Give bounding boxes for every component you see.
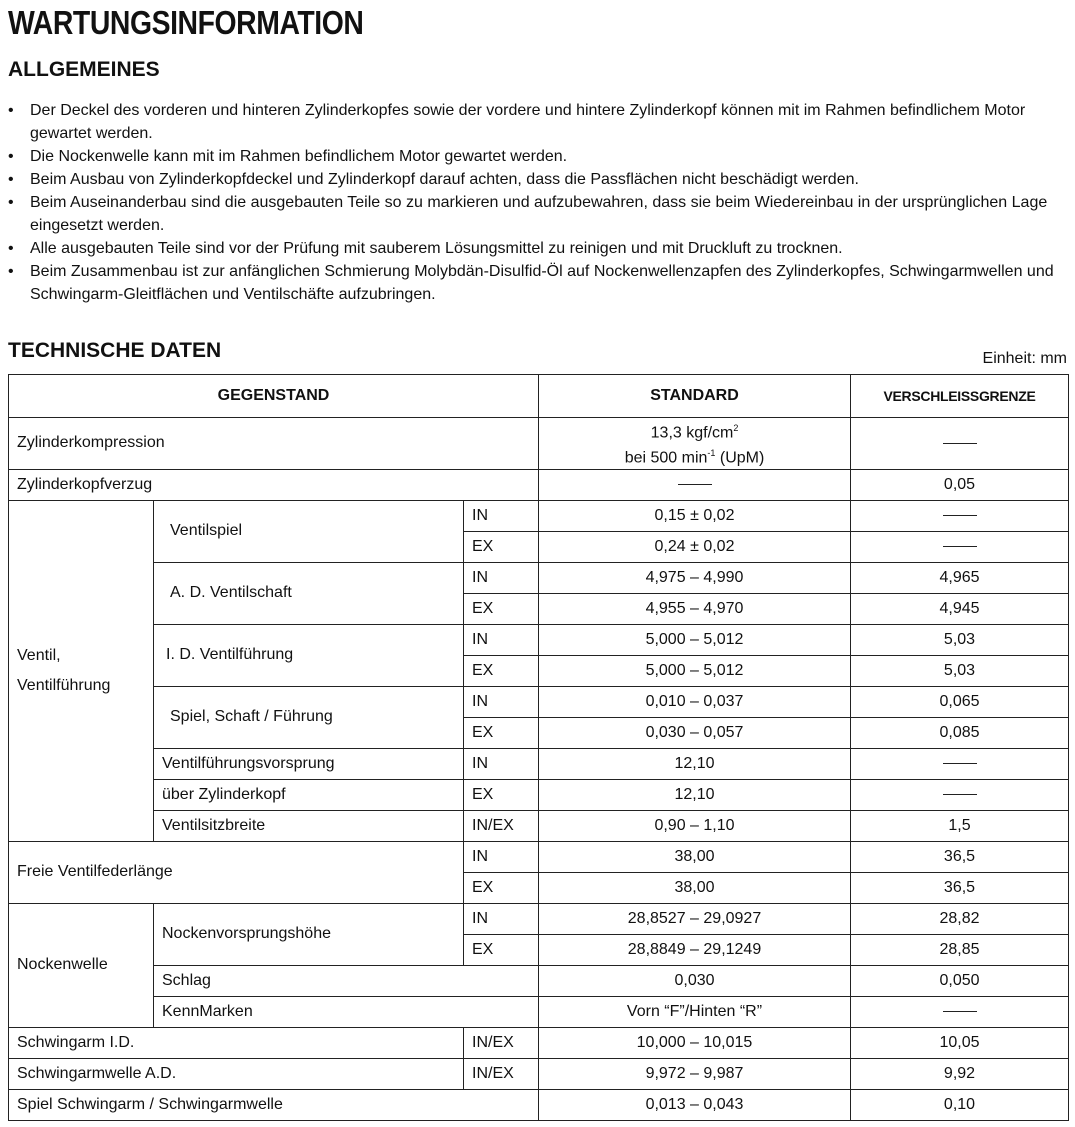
bullet-icon: • <box>8 171 14 188</box>
item-label: KennMarken <box>154 996 539 1027</box>
spec-table <box>8 374 1069 1121</box>
table-row <box>9 1089 1069 1120</box>
side-label: IN <box>464 500 539 531</box>
table-row <box>9 418 1069 470</box>
standard-value: 0,010 – 0,037 <box>539 686 851 717</box>
standard-value: 0,15 ± 0,02 <box>539 500 851 531</box>
side-label: IN <box>464 748 539 779</box>
dash-icon <box>943 1011 977 1012</box>
side-label: IN <box>464 624 539 655</box>
table-row <box>9 1027 1069 1058</box>
side-label: IN <box>464 903 539 934</box>
limit-value: 36,5 <box>851 872 1069 903</box>
item-label: Ventilspiel <box>154 500 464 562</box>
section-heading-general: ALLGEMEINES <box>8 58 160 81</box>
bullet-icon: • <box>8 194 14 211</box>
header-item: GEGENSTAND <box>9 375 539 418</box>
limit-value: 4,965 <box>851 562 1069 593</box>
bullet-text: Beim Ausbau von Zylinderkopfdeckel und Zylinderkopf darauf achten, dass die Passflächen nicht beschädigt werden. <box>30 171 859 188</box>
dash-icon <box>943 443 977 444</box>
table-row <box>9 686 1069 717</box>
dash-icon <box>943 794 977 795</box>
standard-value: 0,030 – 0,057 <box>539 717 851 748</box>
page-title: WARTUNGSINFORMATION <box>8 4 364 41</box>
group-label-camshaft: Nockenwelle <box>9 903 154 1027</box>
list-item <box>8 168 1070 191</box>
bullet-icon: • <box>8 240 14 257</box>
table-row <box>9 1058 1069 1089</box>
standard-value: 0,24 ± 0,02 <box>539 531 851 562</box>
side-label: EX <box>464 717 539 748</box>
table-row <box>9 469 1069 500</box>
side-label: EX <box>464 934 539 965</box>
limit-cell <box>851 531 1069 562</box>
dash-icon <box>943 515 977 516</box>
limit-value: 28,82 <box>851 903 1069 934</box>
standard-value-line2: bei 500 min <box>624 449 708 467</box>
standard-value: 5,000 – 5,012 <box>539 655 851 686</box>
side-label: EX <box>464 531 539 562</box>
item-label: Schlag <box>154 965 539 996</box>
limit-value: 4,945 <box>851 593 1069 624</box>
bullet-text: Beim Auseinanderbau sind die ausgebauten Teile so zu markieren und aufzubewahren, dass sie beim Wiedereinbau in der ursprünglichen Lage eingesetzt werden. <box>30 194 1048 234</box>
table-row <box>9 562 1069 593</box>
general-bullet-list <box>8 99 1070 306</box>
header-limit: VERSCHLEISSGRENZE <box>851 375 1069 418</box>
limit-cell <box>851 748 1069 779</box>
side-label: IN/EX <box>464 1058 539 1089</box>
side-label: IN/EX <box>464 1027 539 1058</box>
standard-value: 5,000 – 5,012 <box>539 624 851 655</box>
side-label: IN <box>464 562 539 593</box>
standard-value: Vorn “F”/Hinten “R” <box>539 996 851 1027</box>
side-label: IN/EX <box>464 810 539 841</box>
list-item <box>8 191 1070 237</box>
side-label: EX <box>464 872 539 903</box>
standard-value: 0,030 <box>539 965 851 996</box>
standard-value-line2-tail: (UpM) <box>715 449 765 467</box>
list-item <box>8 145 1070 168</box>
bullet-text: Alle ausgebauten Teile sind vor der Prüfung mit sauberem Lösungsmittel zu reinigen und mit Druckluft zu trocknen. <box>30 240 843 257</box>
table-row <box>9 841 1069 872</box>
table-row <box>9 748 1069 779</box>
limit-value: 5,03 <box>851 624 1069 655</box>
group-label-line2: Ventilführung <box>17 676 111 694</box>
side-label: EX <box>464 655 539 686</box>
superscript: 2 <box>733 423 739 433</box>
standard-value: 38,00 <box>539 841 851 872</box>
bullet-icon: • <box>8 102 14 119</box>
dash-icon <box>943 546 977 547</box>
item-label: Ventilsitzbreite <box>154 810 464 841</box>
limit-value: 0,085 <box>851 717 1069 748</box>
table-row <box>9 779 1069 810</box>
item-label: Freie Ventilfederlänge <box>9 841 464 903</box>
item-label: Spiel, Schaft / Führung <box>154 686 464 748</box>
table-row <box>9 965 1069 996</box>
item-label: Ventilführungsvorsprung <box>154 748 464 779</box>
table-row <box>9 810 1069 841</box>
limit-cell <box>851 779 1069 810</box>
bullet-icon: • <box>8 148 14 165</box>
standard-value: 4,975 – 4,990 <box>539 562 851 593</box>
table-row <box>9 996 1069 1027</box>
bullet-text: Der Deckel des vorderen und hinteren Zylinderkopfes sowie der vordere und hintere Zylinderkopf können mit im Rahmen befindlichem Motor gewartet werden. <box>30 102 1026 142</box>
list-item <box>8 237 1070 260</box>
item-label: A. D. Ventilschaft <box>154 562 464 624</box>
table-row <box>9 624 1069 655</box>
standard-value: 4,955 – 4,970 <box>539 593 851 624</box>
limit-cell <box>851 418 1069 470</box>
side-label: IN <box>464 841 539 872</box>
limit-value: 28,85 <box>851 934 1069 965</box>
limit-value: 0,05 <box>851 469 1069 500</box>
side-label: EX <box>464 779 539 810</box>
list-item <box>8 99 1070 145</box>
table-row <box>9 903 1069 934</box>
bullet-icon: • <box>8 263 14 280</box>
standard-value: 12,10 <box>539 748 851 779</box>
side-label: EX <box>464 593 539 624</box>
dash-icon <box>678 484 712 485</box>
limit-value: 36,5 <box>851 841 1069 872</box>
item-label: Zylinderkompression <box>9 418 539 470</box>
superscript: -1 <box>707 448 716 459</box>
dash-icon <box>943 763 977 764</box>
group-label-line1: Ventil, <box>17 646 61 664</box>
bullet-text: Beim Zusammenbau ist zur anfänglichen Schmierung Molybdän-Disulfid-Öl auf Nockenwellenzapfen des Zylinderkopfes, Schwingarmwellen und Schwingarm-Gleitflächen und Ventilschäfte aufzubringen. <box>30 263 1054 303</box>
limit-cell <box>851 996 1069 1027</box>
table-header-row <box>9 375 1069 418</box>
group-label-valve <box>9 500 154 841</box>
limit-value: 5,03 <box>851 655 1069 686</box>
section-heading-specs: TECHNISCHE DATEN <box>8 339 222 362</box>
item-label: Spiel Schwingarm / Schwingarmwelle <box>9 1089 539 1120</box>
standard-value: 28,8849 – 29,1249 <box>539 934 851 965</box>
item-label: über Zylinderkopf <box>154 779 464 810</box>
standard-value: 9,972 – 9,987 <box>539 1058 851 1089</box>
limit-value: 0,065 <box>851 686 1069 717</box>
item-label: Schwingarm I.D. <box>9 1027 464 1058</box>
standard-value: 12,10 <box>539 779 851 810</box>
standard-value-line1: 13,3 kgf/cm <box>650 424 734 442</box>
limit-cell <box>851 500 1069 531</box>
standard-cell <box>539 418 851 470</box>
side-label: IN <box>464 686 539 717</box>
list-item <box>8 260 1070 306</box>
limit-value: 1,5 <box>851 810 1069 841</box>
standard-cell <box>539 469 851 500</box>
item-label: Nockenvorsprungshöhe <box>154 903 464 965</box>
item-label: Schwingarmwelle A.D. <box>9 1058 464 1089</box>
limit-value: 10,05 <box>851 1027 1069 1058</box>
standard-value: 10,000 – 10,015 <box>539 1027 851 1058</box>
standard-value: 0,90 – 1,10 <box>539 810 851 841</box>
standard-value: 28,8527 – 29,0927 <box>539 903 851 934</box>
unit-note: Einheit: mm <box>982 350 1067 367</box>
standard-value: 0,013 – 0,043 <box>539 1089 851 1120</box>
limit-value: 0,10 <box>851 1089 1069 1120</box>
bullet-text: Die Nockenwelle kann mit im Rahmen befindlichem Motor gewartet werden. <box>30 148 568 165</box>
item-label: Zylinderkopfverzug <box>9 469 539 500</box>
item-label: I. D. Ventilführung <box>154 624 464 686</box>
table-row <box>9 500 1069 531</box>
header-standard: STANDARD <box>539 375 851 418</box>
standard-value: 38,00 <box>539 872 851 903</box>
limit-value: 9,92 <box>851 1058 1069 1089</box>
limit-value: 0,050 <box>851 965 1069 996</box>
